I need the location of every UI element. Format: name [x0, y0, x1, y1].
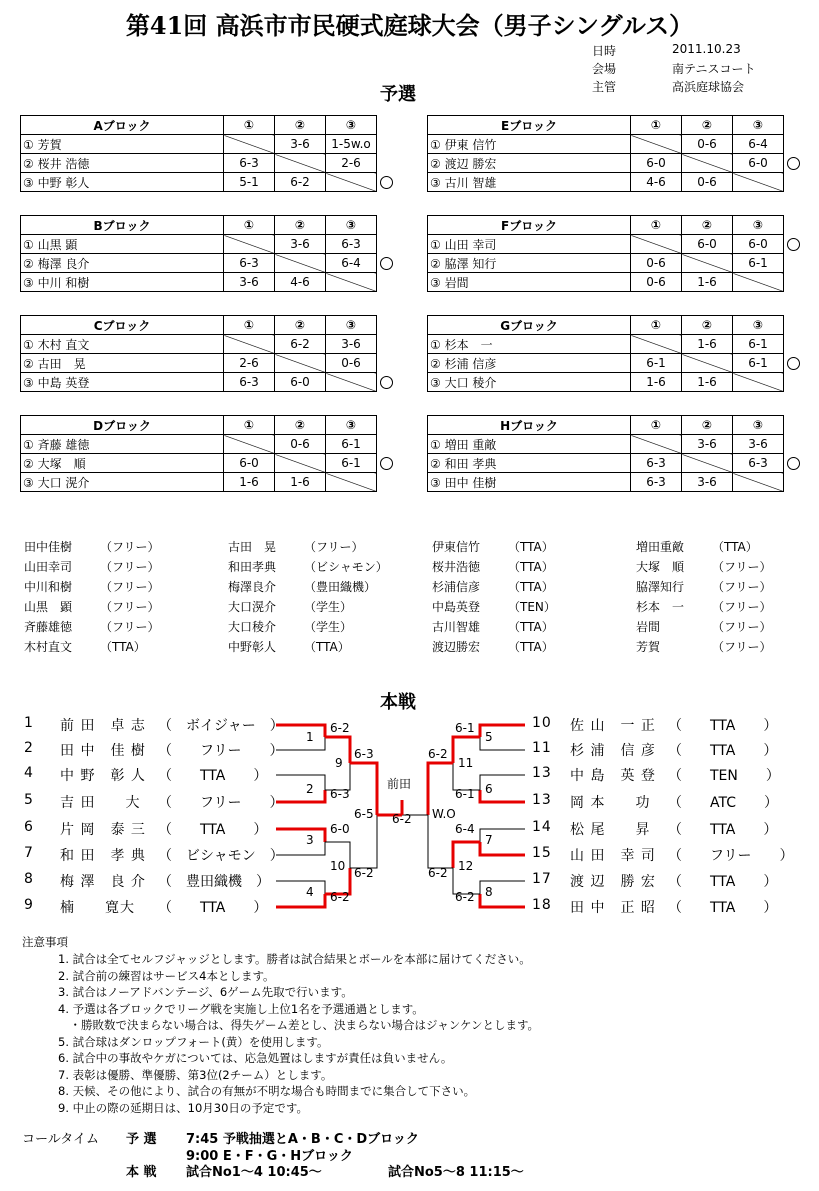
col-header: ② — [682, 316, 733, 335]
col-header: ② — [682, 216, 733, 235]
player-name: ③ 中島 英登 — [21, 373, 224, 392]
score-cell: 5-1 — [224, 173, 275, 192]
player-name: ② 杉浦 信彦 — [428, 354, 631, 373]
player-name: ② 脇澤 知行 — [428, 254, 631, 273]
score-cell: 0-6 — [682, 173, 733, 192]
draw-seed: 8 — [24, 871, 34, 887]
entrant-name: 山田幸司 — [24, 560, 73, 574]
draw-player-name: 前 田 卓 志 — [60, 718, 146, 734]
bracket-score: 6-3 — [330, 787, 350, 801]
score-cell: 1-6 — [224, 473, 275, 492]
score-cell: 6-2 — [275, 173, 326, 192]
player-name: ① 芳賀 — [21, 135, 224, 154]
player-name: ① 杉本 一 — [428, 335, 631, 354]
entrant-name: 梅澤良介 — [228, 580, 277, 594]
bracket-line — [276, 775, 325, 790]
draw-seed: 6 — [24, 819, 34, 835]
match-number: 10 — [330, 859, 346, 873]
draw-player-name: 片 岡 泰 三 — [60, 822, 146, 838]
col-header: ① — [224, 116, 275, 135]
score-cell: 3-6 — [275, 235, 326, 254]
entrant-affiliation: （フリー） — [712, 620, 772, 634]
player-name: ③ 大口 滉介 — [21, 473, 224, 492]
bracket-score: 6-2 — [428, 747, 448, 761]
note-item: ・勝敗数で決まらない場合は、得失ゲーム差とし、決まらない場合はジャンケンとします。 — [58, 1018, 540, 1032]
player-name: ② 桜井 浩徳 — [21, 154, 224, 173]
col-header: ② — [275, 316, 326, 335]
player-name: ② 梅澤 良介 — [21, 254, 224, 273]
entrant-name: 山黒 顕 — [24, 600, 73, 614]
prelim-title: 予選 — [380, 84, 416, 105]
block-name: Eブロック — [428, 116, 631, 135]
score-cell: 6-1 — [733, 354, 784, 373]
score-cell: 0-6 — [631, 254, 682, 273]
note-item: 2. 試合前の練習はサービス4本とします。 — [58, 968, 275, 983]
note-item: 3. 試合はノーアドバンテージ、6ゲーム先取で行います。 — [58, 985, 353, 999]
player-name: ② 渡辺 勝宏 — [428, 154, 631, 173]
col-header: ① — [224, 416, 275, 435]
score-cell: 3-6 — [733, 435, 784, 454]
call-main-time-1: 試合No1～4 10:45～ — [186, 1165, 322, 1180]
block-name: Gブロック — [428, 316, 631, 335]
col-header: ③ — [733, 316, 784, 335]
draw-player-name: 中 野 彰 人 — [60, 768, 146, 784]
col-header: ① — [631, 216, 682, 235]
entrant-name: 桜井浩徳 — [432, 560, 481, 574]
draw-player-affiliation: （ TTA ） — [158, 822, 268, 838]
score-cell: 3-6 — [682, 435, 733, 454]
draw-player-name: 岡 本 功 — [570, 795, 651, 811]
player-name: ① 木村 直文 — [21, 335, 224, 354]
score-cell: 1-6 — [275, 473, 326, 492]
entrant-affiliation: （フリー） — [100, 580, 160, 594]
score-cell: 6-0 — [224, 454, 275, 473]
score-cell: 6-1 — [733, 335, 784, 354]
score-cell: 3-6 — [275, 135, 326, 154]
draw-player-affiliation: （ TTA ） — [158, 768, 268, 784]
entrant-affiliation: （豊田織機） — [304, 580, 377, 594]
score-cell: 6-1 — [326, 435, 377, 454]
col-header: ③ — [733, 216, 784, 235]
entrant-affiliation: （フリー） — [712, 600, 772, 614]
player-name: ③ 中川 和樹 — [21, 273, 224, 292]
venue-label: 会場 — [592, 62, 617, 76]
player-name: ③ 大口 稜介 — [428, 373, 631, 392]
match-number: 11 — [458, 756, 474, 770]
player-name: ② 和田 孝典 — [428, 454, 631, 473]
col-header: ② — [275, 116, 326, 135]
notes-title: 注意事項 — [22, 935, 68, 949]
draw-seed: 7 — [24, 845, 34, 861]
bracket-score: 6-2 — [354, 866, 374, 880]
player-name: ② 大塚 順 — [21, 454, 224, 473]
player-name: ① 増田 重敵 — [428, 435, 631, 454]
score-cell: 6-1 — [733, 254, 784, 273]
entrant-affiliation: （TTA） — [508, 560, 554, 574]
entrant-name: 伊東信竹 — [432, 540, 481, 554]
match-number: 3 — [306, 833, 314, 847]
entrant-affiliation: （フリー） — [304, 540, 364, 554]
note-item: 4. 予選は各ブロックでリーグ戦を実施し上位1名を予選通過とします。 — [58, 1001, 424, 1016]
draw-player-affiliation: （ ボイジャー ） — [158, 718, 284, 734]
bracket-score: 6-1 — [455, 787, 475, 801]
note-item: 6. 試合中の事故やケガについては、応急処置はしますが責任は負いません。 — [58, 1051, 453, 1065]
score-cell: 6-3 — [224, 373, 275, 392]
bracket-score: 6-3 — [354, 747, 374, 761]
match-number: 4 — [306, 885, 314, 899]
entrant-affiliation: （フリー） — [100, 620, 160, 634]
block-name: Hブロック — [428, 416, 631, 435]
entrant-affiliation: （TTA） — [508, 580, 554, 594]
block-name: Fブロック — [428, 216, 631, 235]
col-header: ① — [224, 316, 275, 335]
score-cell: 4-6 — [275, 273, 326, 292]
entrant-affiliation: （フリー） — [712, 560, 772, 574]
draw-player-name: 田 中 正 昭 — [570, 900, 656, 916]
score-cell: 6-3 — [326, 235, 377, 254]
entrant-affiliation: （フリー） — [100, 600, 160, 614]
score-cell: 6-1 — [326, 454, 377, 473]
draw-player-name: 松 尾 昇 — [570, 822, 651, 838]
draw-seed: 17 — [532, 871, 552, 887]
score-cell: 6-0 — [275, 373, 326, 392]
match-number: 8 — [485, 885, 493, 899]
score-cell: 2-6 — [224, 354, 275, 373]
match-number: 6 — [485, 782, 493, 796]
bracket-score: 6-2 — [392, 812, 412, 826]
draw-seed: 14 — [532, 819, 552, 835]
note-item: 1. 試合は全てセルフジャッジとします。勝者は試合結果とボールを本部に届けてください。 — [58, 952, 531, 966]
score-cell: 0-6 — [682, 135, 733, 154]
draw-seed: 10 — [532, 715, 552, 731]
entrant-name: 大口稜介 — [228, 620, 277, 634]
entrant-affiliation: （ビシャモン） — [304, 560, 388, 574]
col-header: ③ — [733, 116, 784, 135]
draw-player-affiliation: （ TTA ） — [668, 900, 778, 916]
draw-seed: 1 — [24, 715, 34, 731]
col-header: ② — [275, 216, 326, 235]
col-header: ② — [682, 116, 733, 135]
call-time-label: コールタイム — [22, 1132, 99, 1147]
draw-player-affiliation: （ TTA ） — [668, 874, 778, 890]
entrant-name: 脇澤知行 — [636, 580, 685, 594]
draw-seed: 9 — [24, 897, 34, 913]
bracket-score: 6-2 — [330, 721, 350, 735]
match-number: 2 — [306, 782, 314, 796]
draw-player-affiliation: （ ビシャモン ） — [158, 848, 284, 864]
draw-player-name: 楠 寛大 — [60, 900, 135, 916]
score-cell: 0-6 — [326, 354, 377, 373]
score-cell: 6-4 — [326, 254, 377, 273]
champion-name: 前田 — [387, 777, 412, 791]
bracket-score: 6-1 — [455, 721, 475, 735]
draw-seed: 15 — [532, 845, 552, 861]
entrant-name: 岩間 — [636, 620, 661, 634]
draw-seed: 11 — [532, 740, 552, 756]
player-name: ③ 岩間 — [428, 273, 631, 292]
score-cell: 3-6 — [224, 273, 275, 292]
col-header: ① — [631, 116, 682, 135]
bracket-score: 6-4 — [455, 822, 475, 836]
draw-player-name: 渡 辺 勝 宏 — [570, 874, 656, 890]
col-header: ③ — [326, 216, 377, 235]
notes-list — [58, 951, 539, 1116]
entrant-affiliation: （TTA） — [712, 540, 758, 554]
venue-value: 南テニスコート — [672, 62, 756, 76]
col-header: ① — [631, 416, 682, 435]
call-main-time-2: 試合No5～8 11:15～ — [388, 1165, 524, 1180]
bracket-score: W.O — [432, 807, 456, 821]
bracket-score: 6-2 — [330, 890, 350, 904]
entrant-affiliation: （TTA） — [508, 620, 554, 634]
entrant-name: 和田孝典 — [228, 560, 277, 574]
player-name: ① 山黒 顕 — [21, 235, 224, 254]
score-cell: 1-6 — [682, 373, 733, 392]
note-item: 8. 天候、その他により、試合の有無が不明な場合も時間までに集合して下さい。 — [58, 1084, 476, 1098]
block-name: Cブロック — [21, 316, 224, 335]
entrant-name: 中島英登 — [432, 600, 481, 614]
bracket-line — [350, 815, 377, 868]
score-cell: 6-3 — [224, 254, 275, 273]
entrant-name: 大口滉介 — [228, 600, 277, 614]
entrant-name: 杉本 一 — [636, 600, 685, 614]
score-cell: 3-6 — [326, 335, 377, 354]
draw-player-name: 中 島 英 登 — [570, 768, 656, 784]
score-cell: 1-5w.o — [326, 135, 377, 154]
match-number: 5 — [485, 730, 493, 744]
date-value: 2011.10.23 — [672, 42, 741, 56]
entrant-affiliation: （フリー） — [100, 540, 160, 554]
organizer-value: 高浜庭球協会 — [672, 80, 745, 94]
entrant-name: 中野彰人 — [228, 640, 277, 654]
draw-player-affiliation: （ TTA ） — [158, 900, 268, 916]
entrant-name: 増田重敵 — [636, 540, 685, 554]
draw-seed: 5 — [24, 792, 34, 808]
entrant-affiliation: （TEN） — [508, 600, 556, 614]
draw-player-name: 吉 田 大 — [60, 795, 141, 811]
draw-seed: 4 — [24, 765, 34, 781]
col-header: ③ — [326, 316, 377, 335]
note-item: 7. 表彰は優勝、準優勝、第3位(2チーム）とします。 — [58, 1067, 333, 1082]
match-number: 7 — [485, 833, 493, 847]
entrant-name: 木村直文 — [24, 640, 73, 654]
bracket-score: 6-5 — [354, 807, 374, 821]
player-name: ③ 中野 彰人 — [21, 173, 224, 192]
score-cell: 6-0 — [733, 154, 784, 173]
draw-player-affiliation: （ TTA ） — [668, 743, 778, 759]
page-title: 第41回 高浜市市民硬式庭球大会（男子シングルス） — [125, 11, 694, 40]
score-cell: 6-3 — [224, 154, 275, 173]
match-number: 12 — [458, 859, 474, 873]
score-cell: 1-6 — [682, 273, 733, 292]
call-main-label: 本 戦 — [126, 1165, 157, 1180]
col-header: ② — [275, 416, 326, 435]
entrant-name: 芳賀 — [636, 640, 661, 654]
draw-player-affiliation: （ TEN ） — [668, 768, 780, 784]
block-name: Dブロック — [21, 416, 224, 435]
score-cell: 6-0 — [733, 235, 784, 254]
entrant-affiliation: （TTA） — [304, 640, 350, 654]
draw-player-affiliation: （ 豊田織機 ） — [158, 874, 270, 890]
score-cell: 2-6 — [326, 154, 377, 173]
entrant-name: 渡辺勝宏 — [432, 640, 481, 654]
score-cell: 1-6 — [631, 373, 682, 392]
score-cell: 6-0 — [631, 154, 682, 173]
score-cell: 1-6 — [682, 335, 733, 354]
score-cell: 6-3 — [733, 454, 784, 473]
entrant-name: 田中佳樹 — [24, 540, 73, 554]
organizer-label: 主管 — [592, 80, 617, 94]
entrant-affiliation: （学生） — [304, 620, 353, 634]
score-cell: 6-3 — [631, 454, 682, 473]
block-name: Aブロック — [21, 116, 224, 135]
entrant-name: 古川智雄 — [432, 620, 481, 634]
entrant-affiliation: （TTA） — [100, 640, 146, 654]
score-cell: 6-3 — [631, 473, 682, 492]
entrant-name: 中川和樹 — [24, 580, 73, 594]
player-name: ① 伊東 信竹 — [428, 135, 631, 154]
draw-player-name: 田 中 佳 樹 — [60, 743, 146, 759]
draw-seed: 2 — [24, 740, 34, 756]
entrant-affiliation: （フリー） — [712, 640, 772, 654]
draw-player-name: 杉 浦 信 彦 — [570, 743, 656, 759]
bracket-score: 6-2 — [455, 890, 475, 904]
score-cell: 6-0 — [682, 235, 733, 254]
score-cell: 4-6 — [631, 173, 682, 192]
player-name: ② 古田 晃 — [21, 354, 224, 373]
col-header: ② — [682, 416, 733, 435]
col-header: ③ — [326, 416, 377, 435]
match-number: 1 — [306, 730, 314, 744]
draw-player-affiliation: （ フリー ） — [158, 795, 284, 811]
score-cell: 0-6 — [631, 273, 682, 292]
entrant-affiliation: （TTA） — [508, 540, 554, 554]
match-number: 9 — [335, 756, 343, 770]
score-cell: 3-6 — [682, 473, 733, 492]
winner-path — [276, 829, 325, 842]
draw-player-name: 山 田 幸 司 — [570, 848, 656, 864]
draw-player-name: 和 田 孝 典 — [60, 848, 146, 864]
entrant-name: 大塚 順 — [636, 560, 685, 574]
entrant-affiliation: （フリー） — [100, 560, 160, 574]
entrant-name: 杉浦信彦 — [432, 580, 481, 594]
draw-player-affiliation: （ TTA ） — [668, 822, 778, 838]
bracket-score: 6-2 — [428, 866, 448, 880]
call-prelim-label: 予 選 — [126, 1132, 157, 1147]
draw-player-affiliation: （ フリー ） — [158, 743, 284, 759]
col-header: ③ — [733, 416, 784, 435]
player-name: ① 斉藤 雄徳 — [21, 435, 224, 454]
score-cell: 6-1 — [631, 354, 682, 373]
entrant-affiliation: （フリー） — [712, 580, 772, 594]
score-cell: 0-6 — [275, 435, 326, 454]
draw-player-affiliation: （ フリー ） — [668, 848, 794, 864]
date-label: 日時 — [592, 44, 617, 58]
bracket-line — [276, 881, 325, 894]
main-draw-title: 本戦 — [380, 692, 416, 713]
entrant-affiliation: （TTA） — [508, 640, 554, 654]
draw-player-affiliation: （ ATC ） — [668, 795, 778, 811]
entrant-name: 斉藤雄徳 — [24, 620, 73, 634]
col-header: ① — [224, 216, 275, 235]
entrant-affiliation: （学生） — [304, 600, 353, 614]
draw-player-name: 梅 澤 良 介 — [60, 874, 146, 890]
draw-seed: 13 — [532, 765, 552, 781]
player-name: ① 山田 幸司 — [428, 235, 631, 254]
draw-seed: 13 — [532, 792, 552, 808]
draw-player-affiliation: （ TTA ） — [668, 718, 778, 734]
bracket-line — [428, 815, 453, 868]
score-cell: 6-2 — [275, 335, 326, 354]
draw-seed: 18 — [532, 897, 552, 913]
note-item: 5. 試合球はダンロップフォート(黄）を使用します。 — [58, 1034, 329, 1049]
score-cell: 6-4 — [733, 135, 784, 154]
entrant-name: 古田 晃 — [228, 540, 277, 554]
col-header: ③ — [326, 116, 377, 135]
note-item: 9. 中止の際の延期日は、10月30日の予定です。 — [58, 1100, 308, 1115]
winner-path — [276, 894, 325, 907]
draw-player-name: 佐 山 一 正 — [570, 718, 656, 734]
col-header: ① — [631, 316, 682, 335]
bracket-score: 6-0 — [330, 822, 350, 836]
player-name: ③ 田中 佳樹 — [428, 473, 631, 492]
player-name: ③ 古川 智雄 — [428, 173, 631, 192]
block-name: Bブロック — [21, 216, 224, 235]
call-prelim-time-1: 7:45 予戦抽選とA・B・C・Dブロック — [186, 1132, 419, 1147]
call-prelim-time-2: 9:00 E・F・G・Hブロック — [186, 1149, 353, 1164]
